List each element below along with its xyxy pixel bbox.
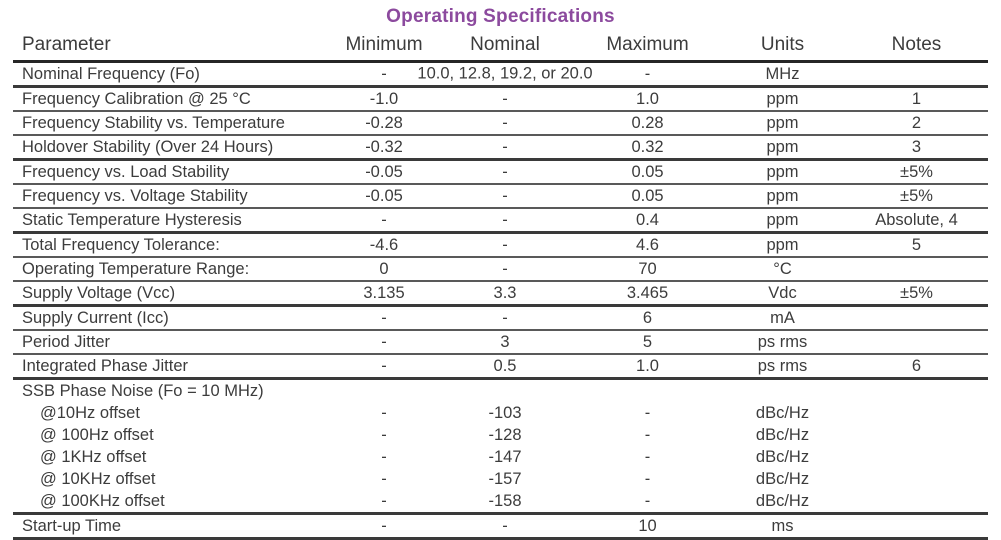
cell-parameter: Supply Current (Icc) (13, 306, 333, 331)
cell-parameter: Frequency Calibration @ 25 °C (13, 87, 333, 112)
cell-units: ms (720, 514, 845, 539)
cell-notes (845, 257, 988, 281)
cell-parameter: Holdover Stability (Over 24 Hours) (13, 135, 333, 160)
nominal-value-list: 10.0, 12.8, 19.2, or 20.0 (417, 64, 593, 83)
cell-maximum: 6 (575, 306, 720, 331)
table-row (13, 354, 988, 379)
column-header-minimum: Minimum (333, 33, 435, 62)
cell-nominal: - (435, 184, 575, 208)
cell-maximum (575, 379, 720, 403)
cell-minimum: - (381, 404, 387, 422)
cell-notes (845, 330, 988, 354)
cell-units: mA (720, 306, 845, 331)
cell-parameter: @ 100KHz offset (13, 490, 333, 514)
cell-maximum: 70 (575, 257, 720, 281)
cell-notes (845, 306, 988, 331)
cell-notes: 5 (845, 233, 988, 258)
cell-nominal: 3 (435, 330, 575, 354)
cell-nominal: - (435, 160, 575, 185)
cell-maximum: 0.4 (575, 208, 720, 233)
cell-nominal: 3.3 (435, 281, 575, 306)
cell-minimum: - (333, 330, 435, 354)
cell-maximum: 0.05 (575, 184, 720, 208)
cell-units: dBc/Hz (755, 426, 810, 444)
cell-notes (845, 514, 988, 539)
cell-nominal: -147 (488, 448, 522, 466)
cell-minimum: 0 (333, 257, 435, 281)
cell-notes: ±5% (845, 184, 988, 208)
cell-parameter: Start-up Time (13, 514, 333, 539)
cell-maximum: 5 (575, 330, 720, 354)
cell-parameter: Total Frequency Tolerance: (13, 233, 333, 258)
cell-parameter: SSB Phase Noise (Fo = 10 MHz) (22, 382, 264, 400)
cell-units (720, 379, 845, 403)
header-row (13, 33, 988, 62)
cell-maximum: 0.05 (575, 160, 720, 185)
cell-notes: Absolute, 4 (845, 208, 988, 233)
cell-units: ppm (720, 208, 845, 233)
cell-notes: ±5% (845, 281, 988, 306)
cell-units: dBc/Hz (755, 470, 810, 488)
cell-maximum: 4.6 (575, 233, 720, 258)
cell-parameter: Frequency vs. Load Stability (13, 160, 333, 185)
cell-nominal: - (435, 135, 575, 160)
cell-nominal: - (435, 306, 575, 331)
cell-maximum: - (575, 62, 720, 87)
cell-units: dBc/Hz (755, 404, 810, 422)
cell-units: dBc/Hz (720, 490, 845, 514)
table-row (13, 330, 988, 354)
cell-minimum: -0.05 (333, 160, 435, 185)
sub-row (13, 402, 988, 424)
table-row (13, 87, 988, 112)
cell-minimum (333, 379, 435, 403)
cell-units: dBc/Hz (755, 448, 810, 466)
cell-minimum: - (333, 490, 435, 514)
cell-parameter: Nominal Frequency (Fo) (13, 62, 333, 87)
cell-nominal: - (435, 514, 575, 539)
cell-parameter: Integrated Phase Jitter (13, 354, 333, 379)
column-header-maximum: Maximum (575, 33, 720, 62)
cell-nominal: -158 (435, 490, 575, 514)
cell-maximum: - (575, 490, 720, 514)
cell-nominal: -128 (488, 426, 522, 444)
sub-row (13, 446, 988, 468)
cell-nominal: 0.5 (435, 354, 575, 379)
cell-units: MHz (720, 62, 845, 87)
table-row (13, 514, 988, 539)
cell-units: ppm (720, 135, 845, 160)
section-header-row (13, 379, 988, 403)
cell-parameter: @10Hz offset (40, 404, 140, 422)
cell-minimum: -1.0 (333, 87, 435, 112)
table-row (13, 208, 988, 233)
cell-parameter: @ 1KHz offset (40, 448, 147, 466)
cell-notes (845, 490, 988, 514)
cell-units: ppm (720, 160, 845, 185)
cell-parameter: Frequency Stability vs. Temperature (13, 111, 333, 135)
cell-units: ppm (720, 184, 845, 208)
sub-row (13, 490, 988, 514)
cell-minimum: -0.32 (333, 135, 435, 160)
cell-nominal: -157 (488, 470, 522, 488)
table-row (13, 306, 988, 331)
cell-nominal (417, 62, 593, 87)
table-row (13, 62, 988, 87)
cell-maximum: - (644, 404, 651, 422)
table-row (13, 281, 988, 306)
cell-units: ps rms (720, 354, 845, 379)
cell-minimum: - (333, 306, 435, 331)
cell-nominal: - (435, 208, 575, 233)
table-row (13, 233, 988, 258)
cell-minimum: - (333, 208, 435, 233)
cell-minimum: - (381, 470, 387, 488)
cell-units: Vdc (720, 281, 845, 306)
column-header-units: Units (720, 33, 845, 62)
cell-units: ppm (720, 111, 845, 135)
cell-nominal: - (435, 111, 575, 135)
cell-minimum: - (333, 514, 435, 539)
table-row (13, 184, 988, 208)
cell-minimum: - (381, 448, 387, 466)
cell-parameter: @ 100Hz offset (40, 426, 154, 444)
cell-notes (845, 424, 988, 446)
cell-notes (845, 468, 988, 490)
sub-row (13, 424, 988, 446)
cell-minimum: 3.135 (333, 281, 435, 306)
column-header-notes: Notes (845, 33, 988, 62)
cell-minimum: - (381, 426, 387, 444)
cell-nominal: - (435, 233, 575, 258)
cell-parameter: Frequency vs. Voltage Stability (13, 184, 333, 208)
cell-units: ps rms (720, 330, 845, 354)
cell-maximum: 10 (575, 514, 720, 539)
cell-parameter: Static Temperature Hysteresis (13, 208, 333, 233)
cell-notes: ±5% (845, 160, 988, 185)
cell-nominal: - (435, 257, 575, 281)
cell-parameter: Period Jitter (13, 330, 333, 354)
cell-units: ppm (720, 233, 845, 258)
table-row (13, 257, 988, 281)
cell-parameter: Operating Temperature Range: (13, 257, 333, 281)
cell-notes (845, 62, 988, 87)
cell-maximum: - (644, 448, 651, 466)
cell-units: °C (720, 257, 845, 281)
table-row (13, 111, 988, 135)
cell-maximum: 1.0 (575, 87, 720, 112)
cell-minimum: - (333, 354, 435, 379)
sub-row (13, 468, 988, 490)
cell-maximum: 0.28 (575, 111, 720, 135)
cell-maximum: - (644, 426, 651, 444)
cell-parameter: Supply Voltage (Vcc) (13, 281, 333, 306)
cell-units: ppm (720, 87, 845, 112)
table-body (13, 62, 988, 539)
cell-maximum: 1.0 (575, 354, 720, 379)
table-row (13, 160, 988, 185)
cell-minimum: -0.28 (333, 111, 435, 135)
cell-notes (845, 379, 988, 403)
cell-parameter: @ 10KHz offset (40, 470, 156, 488)
cell-maximum: 3.465 (575, 281, 720, 306)
cell-notes (845, 402, 988, 424)
table-row (13, 135, 988, 160)
column-header-nominal: Nominal (435, 33, 575, 62)
cell-notes (845, 446, 988, 468)
operating-specifications-table (13, 33, 988, 540)
cell-nominal: -103 (488, 404, 522, 422)
column-header-parameter: Parameter (13, 33, 333, 62)
cell-nominal: - (435, 87, 575, 112)
cell-maximum: - (644, 470, 651, 488)
cell-notes: 3 (845, 135, 988, 160)
cell-maximum: 0.32 (575, 135, 720, 160)
cell-minimum: -4.6 (333, 233, 435, 258)
cell-notes: 2 (845, 111, 988, 135)
cell-minimum: -0.05 (333, 184, 435, 208)
cell-notes: 6 (845, 354, 988, 379)
page-title: Operating Specifications (386, 6, 615, 27)
cell-minimum: - (333, 62, 435, 87)
cell-nominal (435, 379, 575, 403)
cell-notes: 1 (845, 87, 988, 112)
